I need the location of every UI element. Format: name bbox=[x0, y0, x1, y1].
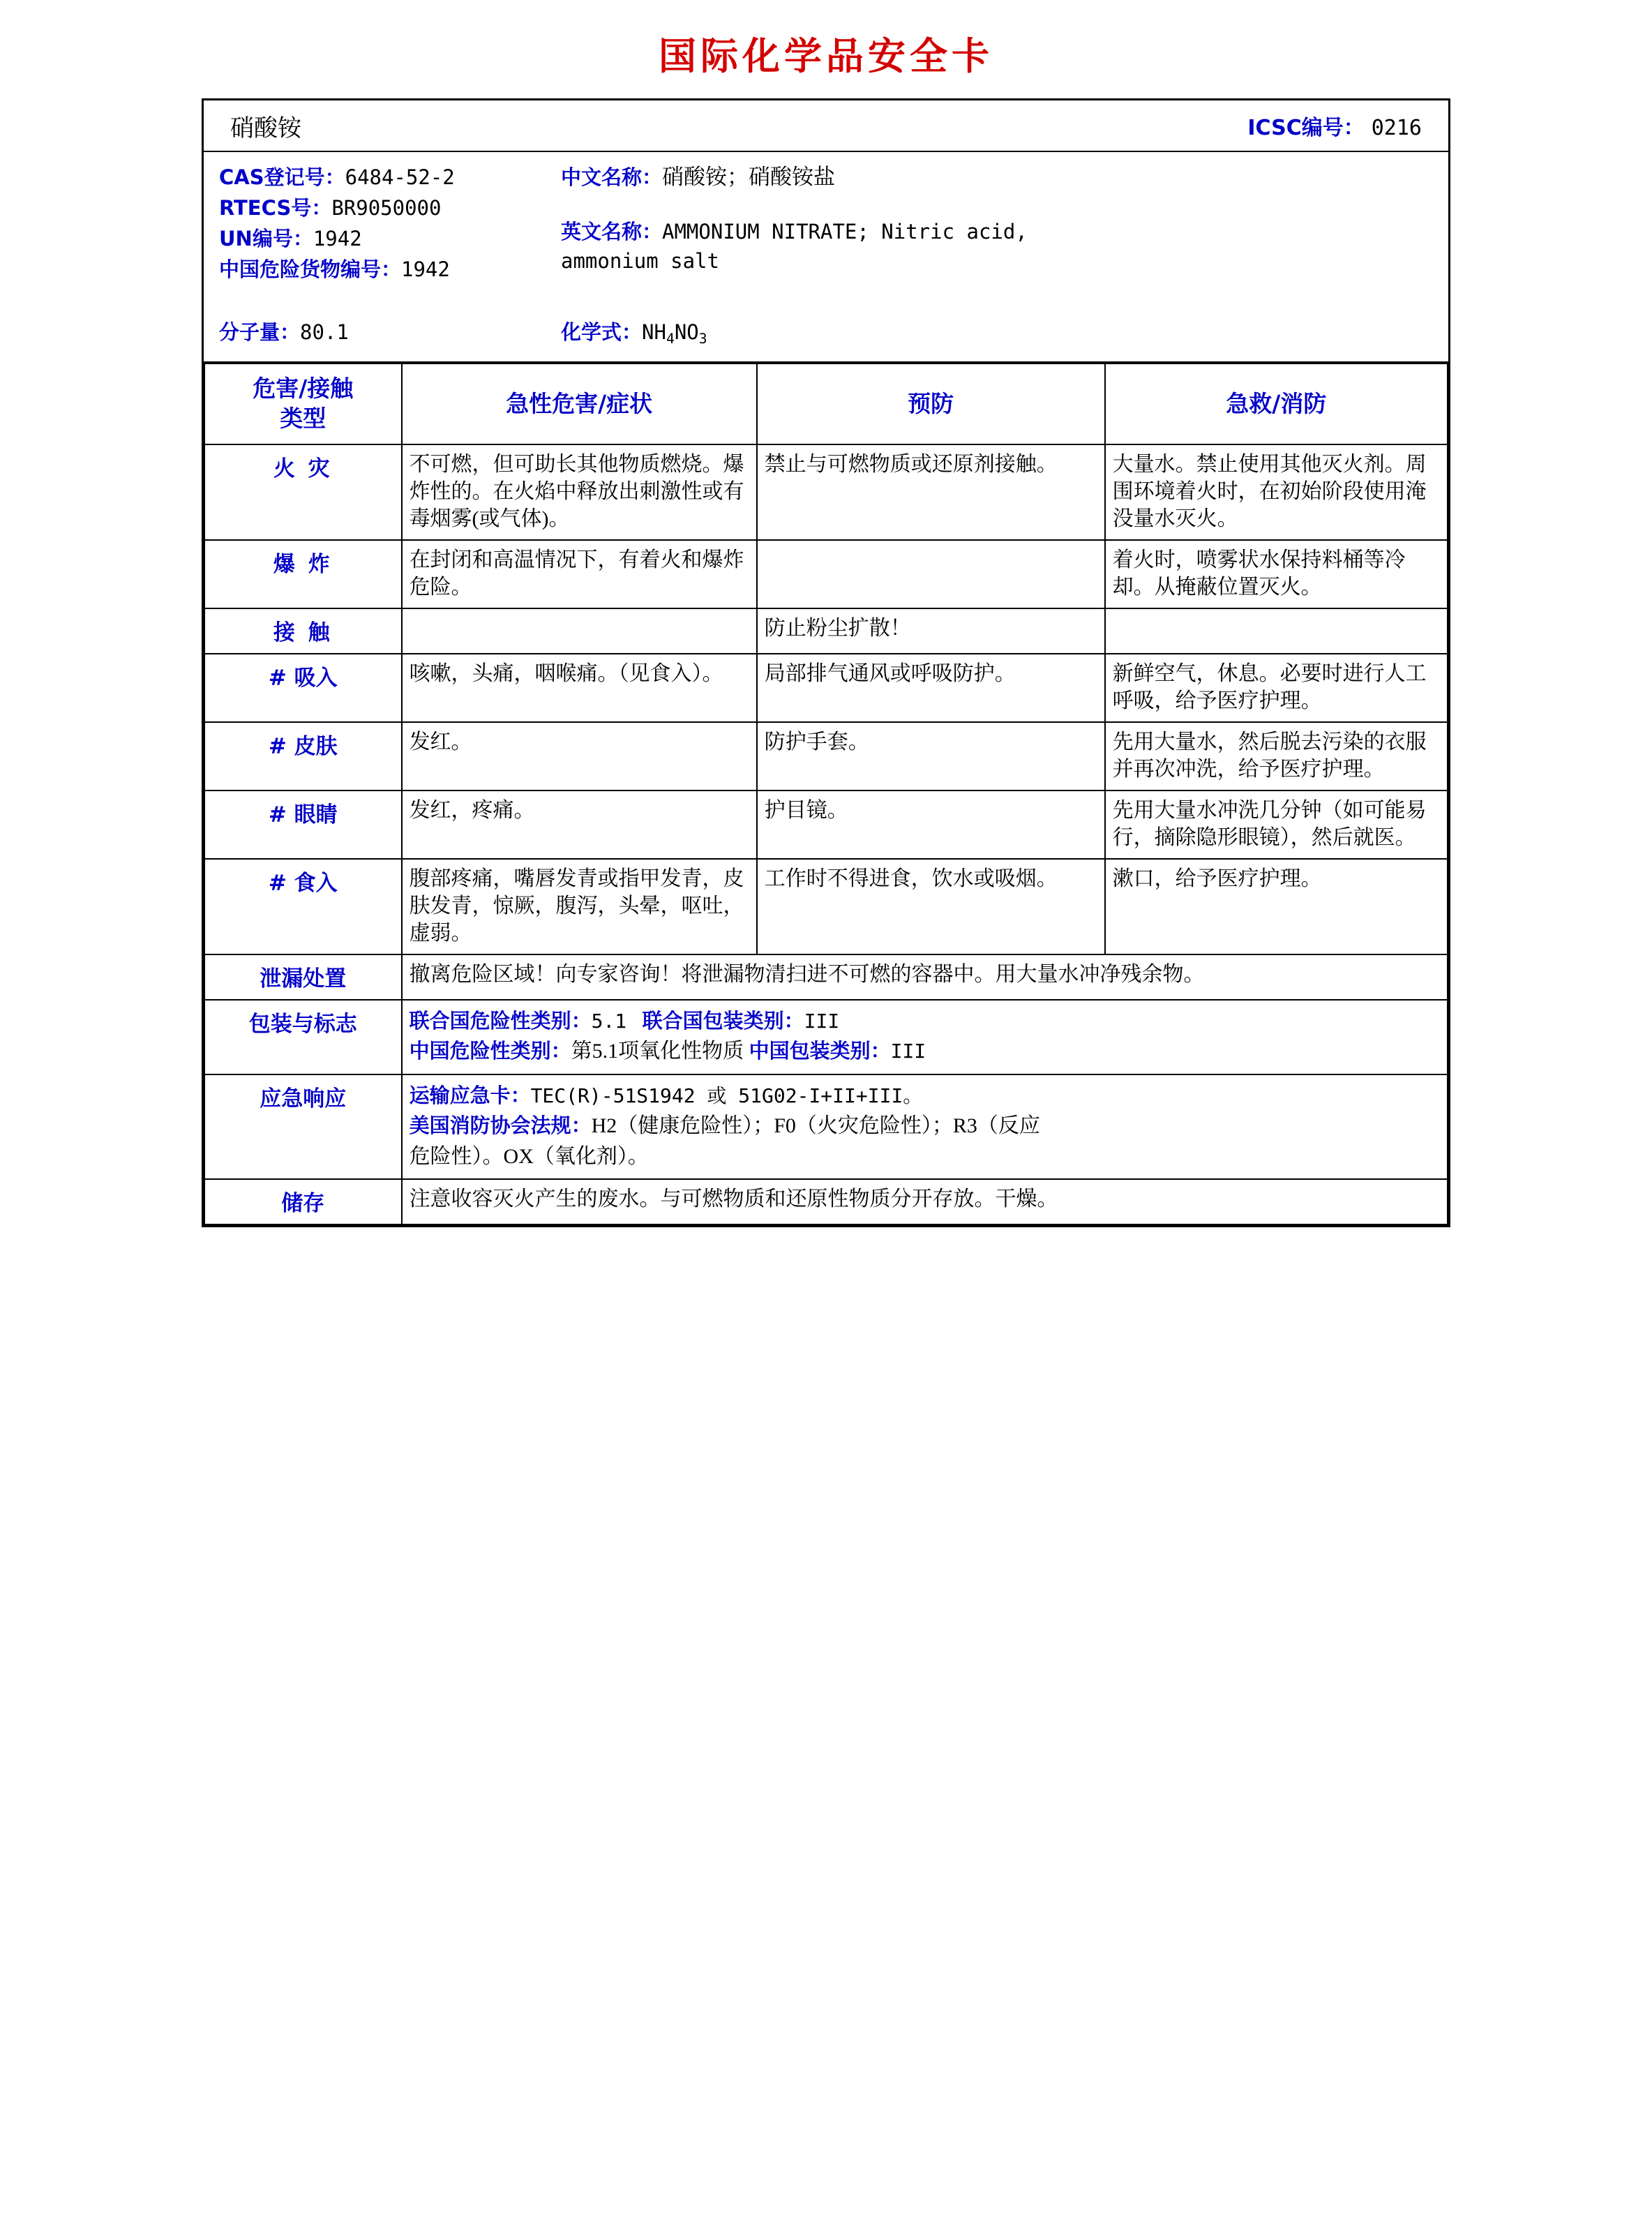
header-firstaid: 急救/消防 bbox=[1105, 364, 1448, 444]
card-header bbox=[204, 100, 1448, 152]
header-acute-hazards: 急性危害/症状 bbox=[402, 364, 757, 444]
response-content bbox=[402, 1074, 1448, 1180]
exposure-hazard bbox=[402, 608, 757, 654]
row-label-response: 应急响应 bbox=[204, 1074, 402, 1180]
inhalation-firstaid: 新鲜空气，休息。必要时进行人工呼吸，给予医疗护理。 bbox=[1105, 654, 1448, 722]
formula-part-no: NO bbox=[674, 320, 699, 345]
page-title: 国际化学品安全卡 bbox=[659, 34, 993, 78]
fire-hazard: 不可燃，但可助长其他物质燃烧。爆炸性的。在火焰中释放出刺激性或有毒烟雾(或气体)。 bbox=[402, 444, 757, 540]
icsc-number-group bbox=[1247, 110, 1432, 141]
skin-prevention: 防护手套。 bbox=[757, 722, 1105, 790]
inhalation-hazard: 咳嗽，头痛，咽喉痛。（见食入）。 bbox=[402, 654, 757, 722]
storage-text: 注意收容灭火产生的废水。与可燃物质和还原性物质分开存放。干燥。 bbox=[402, 1179, 1448, 1224]
table-row bbox=[204, 540, 1448, 608]
formula-value bbox=[642, 320, 707, 347]
nfpa-label: 美国消防协会法规： bbox=[409, 1114, 592, 1138]
eyes-prevention: 护目镜。 bbox=[757, 790, 1105, 859]
cn-pack-value: III bbox=[890, 1040, 926, 1063]
row-label-storage: 储存 bbox=[204, 1179, 402, 1224]
row-label-ingestion: # 食入 bbox=[204, 859, 402, 954]
fire-firstaid: 大量水。禁止使用其他灭火剂。周围环境着火时，在初始阶段使用淹没量水灭火。 bbox=[1105, 444, 1448, 540]
exposure-prevention: 防止粉尘扩散！ bbox=[757, 608, 1105, 654]
formula-part-nh: NH bbox=[642, 320, 666, 345]
rtecs-row bbox=[219, 193, 553, 223]
row-label-exposure: 接 触 bbox=[204, 608, 402, 654]
row-label-spill: 泄漏处置 bbox=[204, 954, 402, 1000]
nfpa-value-1: H2（健康危险性）；F0（火灾危险性）；R3（反应 bbox=[591, 1114, 1040, 1138]
identification-block bbox=[204, 152, 1448, 363]
row-label-skin: # 皮肤 bbox=[204, 722, 402, 790]
en-name-label: 英文名称： bbox=[561, 220, 663, 244]
tec-label: 运输应急卡： bbox=[409, 1083, 531, 1107]
rtecs-value: BR9050000 bbox=[331, 196, 442, 220]
formula-sub-3: 3 bbox=[698, 330, 707, 347]
cn-dangerous-row bbox=[219, 254, 553, 285]
table-row bbox=[204, 654, 1448, 722]
eyes-hazard: 发红，疼痛。 bbox=[402, 790, 757, 859]
row-label-inhalation: # 吸入 bbox=[204, 654, 402, 722]
molecular-weight-row bbox=[204, 317, 553, 347]
table-row bbox=[204, 859, 1448, 954]
table-row bbox=[204, 608, 1448, 654]
cas-row bbox=[219, 162, 553, 193]
row-label-packaging: 包装与标志 bbox=[204, 1000, 402, 1074]
cn-name-value: 硝酸铵；硝酸铵盐 bbox=[662, 165, 836, 189]
formula-label: 化学式： bbox=[561, 320, 643, 345]
nfpa-line-2 bbox=[410, 1141, 1440, 1172]
storage-row bbox=[204, 1179, 1448, 1224]
substance-name: 硝酸铵 bbox=[230, 115, 301, 142]
table-header-row bbox=[204, 364, 1448, 444]
row-label-explosion: 爆 炸 bbox=[204, 540, 402, 608]
cn-classification-line bbox=[410, 1036, 1440, 1067]
un-pack-label: 联合国包装类别： bbox=[642, 1008, 804, 1033]
un-hazard-label: 联合国危险性类别： bbox=[409, 1008, 592, 1033]
explosion-prevention bbox=[757, 540, 1105, 608]
spill-text: 撤离危险区域！向专家咨询！将泄漏物清扫进不可燃的容器中。用大量水冲净残余物。 bbox=[402, 954, 1448, 1000]
header-hazard-type bbox=[204, 364, 402, 444]
icsc-number: 0216 bbox=[1371, 116, 1422, 140]
table-row bbox=[204, 790, 1448, 859]
fire-prevention: 禁止与可燃物质或还原剂接触。 bbox=[757, 444, 1105, 540]
formula-sub-4: 4 bbox=[666, 330, 675, 347]
un-hazard-value: 5.1 bbox=[591, 1009, 627, 1033]
cn-name-label: 中文名称： bbox=[561, 165, 663, 189]
header-hazard-type-line2: 类型 bbox=[280, 404, 326, 432]
nfpa-line bbox=[410, 1111, 1440, 1141]
hazard-table bbox=[204, 363, 1448, 1225]
un-pack-value: III bbox=[804, 1009, 840, 1033]
un-value: 1942 bbox=[313, 227, 362, 251]
un-row bbox=[219, 223, 553, 254]
inhalation-prevention: 局部排气通风或呼吸防护。 bbox=[757, 654, 1105, 722]
exposure-firstaid bbox=[1105, 608, 1448, 654]
formula-row bbox=[553, 317, 1448, 347]
skin-hazard: 发红。 bbox=[402, 722, 757, 790]
cn-dangerous-value: 1942 bbox=[401, 257, 450, 282]
tec-value: TEC(R)-51S1942 或 51G02-I+II+III。 bbox=[530, 1084, 923, 1107]
en-name-value: AMMONIUM NITRATE; Nitric acid, bbox=[662, 220, 1028, 244]
cn-hazard-value: 第5.1项氧化性物质 bbox=[571, 1040, 744, 1063]
cas-label: CAS登记号： bbox=[219, 165, 345, 189]
response-row bbox=[204, 1074, 1448, 1180]
cn-pack-label: 中国包装类别： bbox=[749, 1039, 891, 1063]
cn-hazard-label: 中国危险性类别： bbox=[409, 1039, 571, 1063]
skin-firstaid: 先用大量水，然后脱去污染的衣服并再次冲洗，给予医疗护理。 bbox=[1105, 722, 1448, 790]
explosion-hazard: 在封闭和高温情况下，有着火和爆炸危险。 bbox=[402, 540, 757, 608]
un-label: UN编号： bbox=[219, 227, 313, 251]
identification-left bbox=[204, 162, 553, 285]
un-classification-line bbox=[410, 1006, 1440, 1037]
header-prevention: 预防 bbox=[757, 364, 1105, 444]
cn-dangerous-label: 中国危险货物编号： bbox=[219, 257, 402, 282]
header-hazard-type-line1: 危害/接触 bbox=[253, 375, 354, 403]
cn-name-row bbox=[561, 162, 1448, 193]
rtecs-label: RTECS号： bbox=[219, 196, 332, 220]
mw-value: 80.1 bbox=[300, 320, 349, 345]
table-row bbox=[204, 722, 1448, 790]
ingestion-prevention: 工作时不得进食，饮水或吸烟。 bbox=[757, 859, 1105, 954]
en-name-row bbox=[561, 216, 1448, 276]
ingestion-firstaid: 漱口，给予医疗护理。 bbox=[1105, 859, 1448, 954]
packaging-row bbox=[204, 1000, 1448, 1074]
ingestion-hazard: 腹部疼痛，嘴唇发青或指甲发青，皮肤发青，惊厥，腹泻，头晕，呕吐，虚弱。 bbox=[402, 859, 757, 954]
eyes-firstaid: 先用大量水冲洗几分钟（如可能易行，摘除隐形眼镜），然后就医。 bbox=[1105, 790, 1448, 859]
table-row bbox=[204, 444, 1448, 540]
row-label-fire: 火 灾 bbox=[204, 444, 402, 540]
icsc-label: ICSC编号： bbox=[1247, 116, 1365, 140]
spill-row bbox=[204, 954, 1448, 1000]
packaging-content bbox=[402, 1000, 1448, 1074]
nfpa-value-2: 危险性）。OX（氧化剂）。 bbox=[409, 1144, 649, 1168]
safety-card bbox=[202, 98, 1450, 1227]
identification-right bbox=[553, 162, 1448, 285]
mw-label: 分子量： bbox=[219, 320, 301, 345]
row-label-eyes: # 眼睛 bbox=[204, 790, 402, 859]
explosion-firstaid: 着火时，喷雾状水保持料桶等冷却。从掩蔽位置灭火。 bbox=[1105, 540, 1448, 608]
en-name-value-cont: ammonium salt bbox=[561, 249, 719, 273]
spacer-row bbox=[561, 193, 1448, 216]
tec-line bbox=[410, 1081, 1440, 1111]
cas-value: 6484-52-2 bbox=[345, 165, 455, 189]
